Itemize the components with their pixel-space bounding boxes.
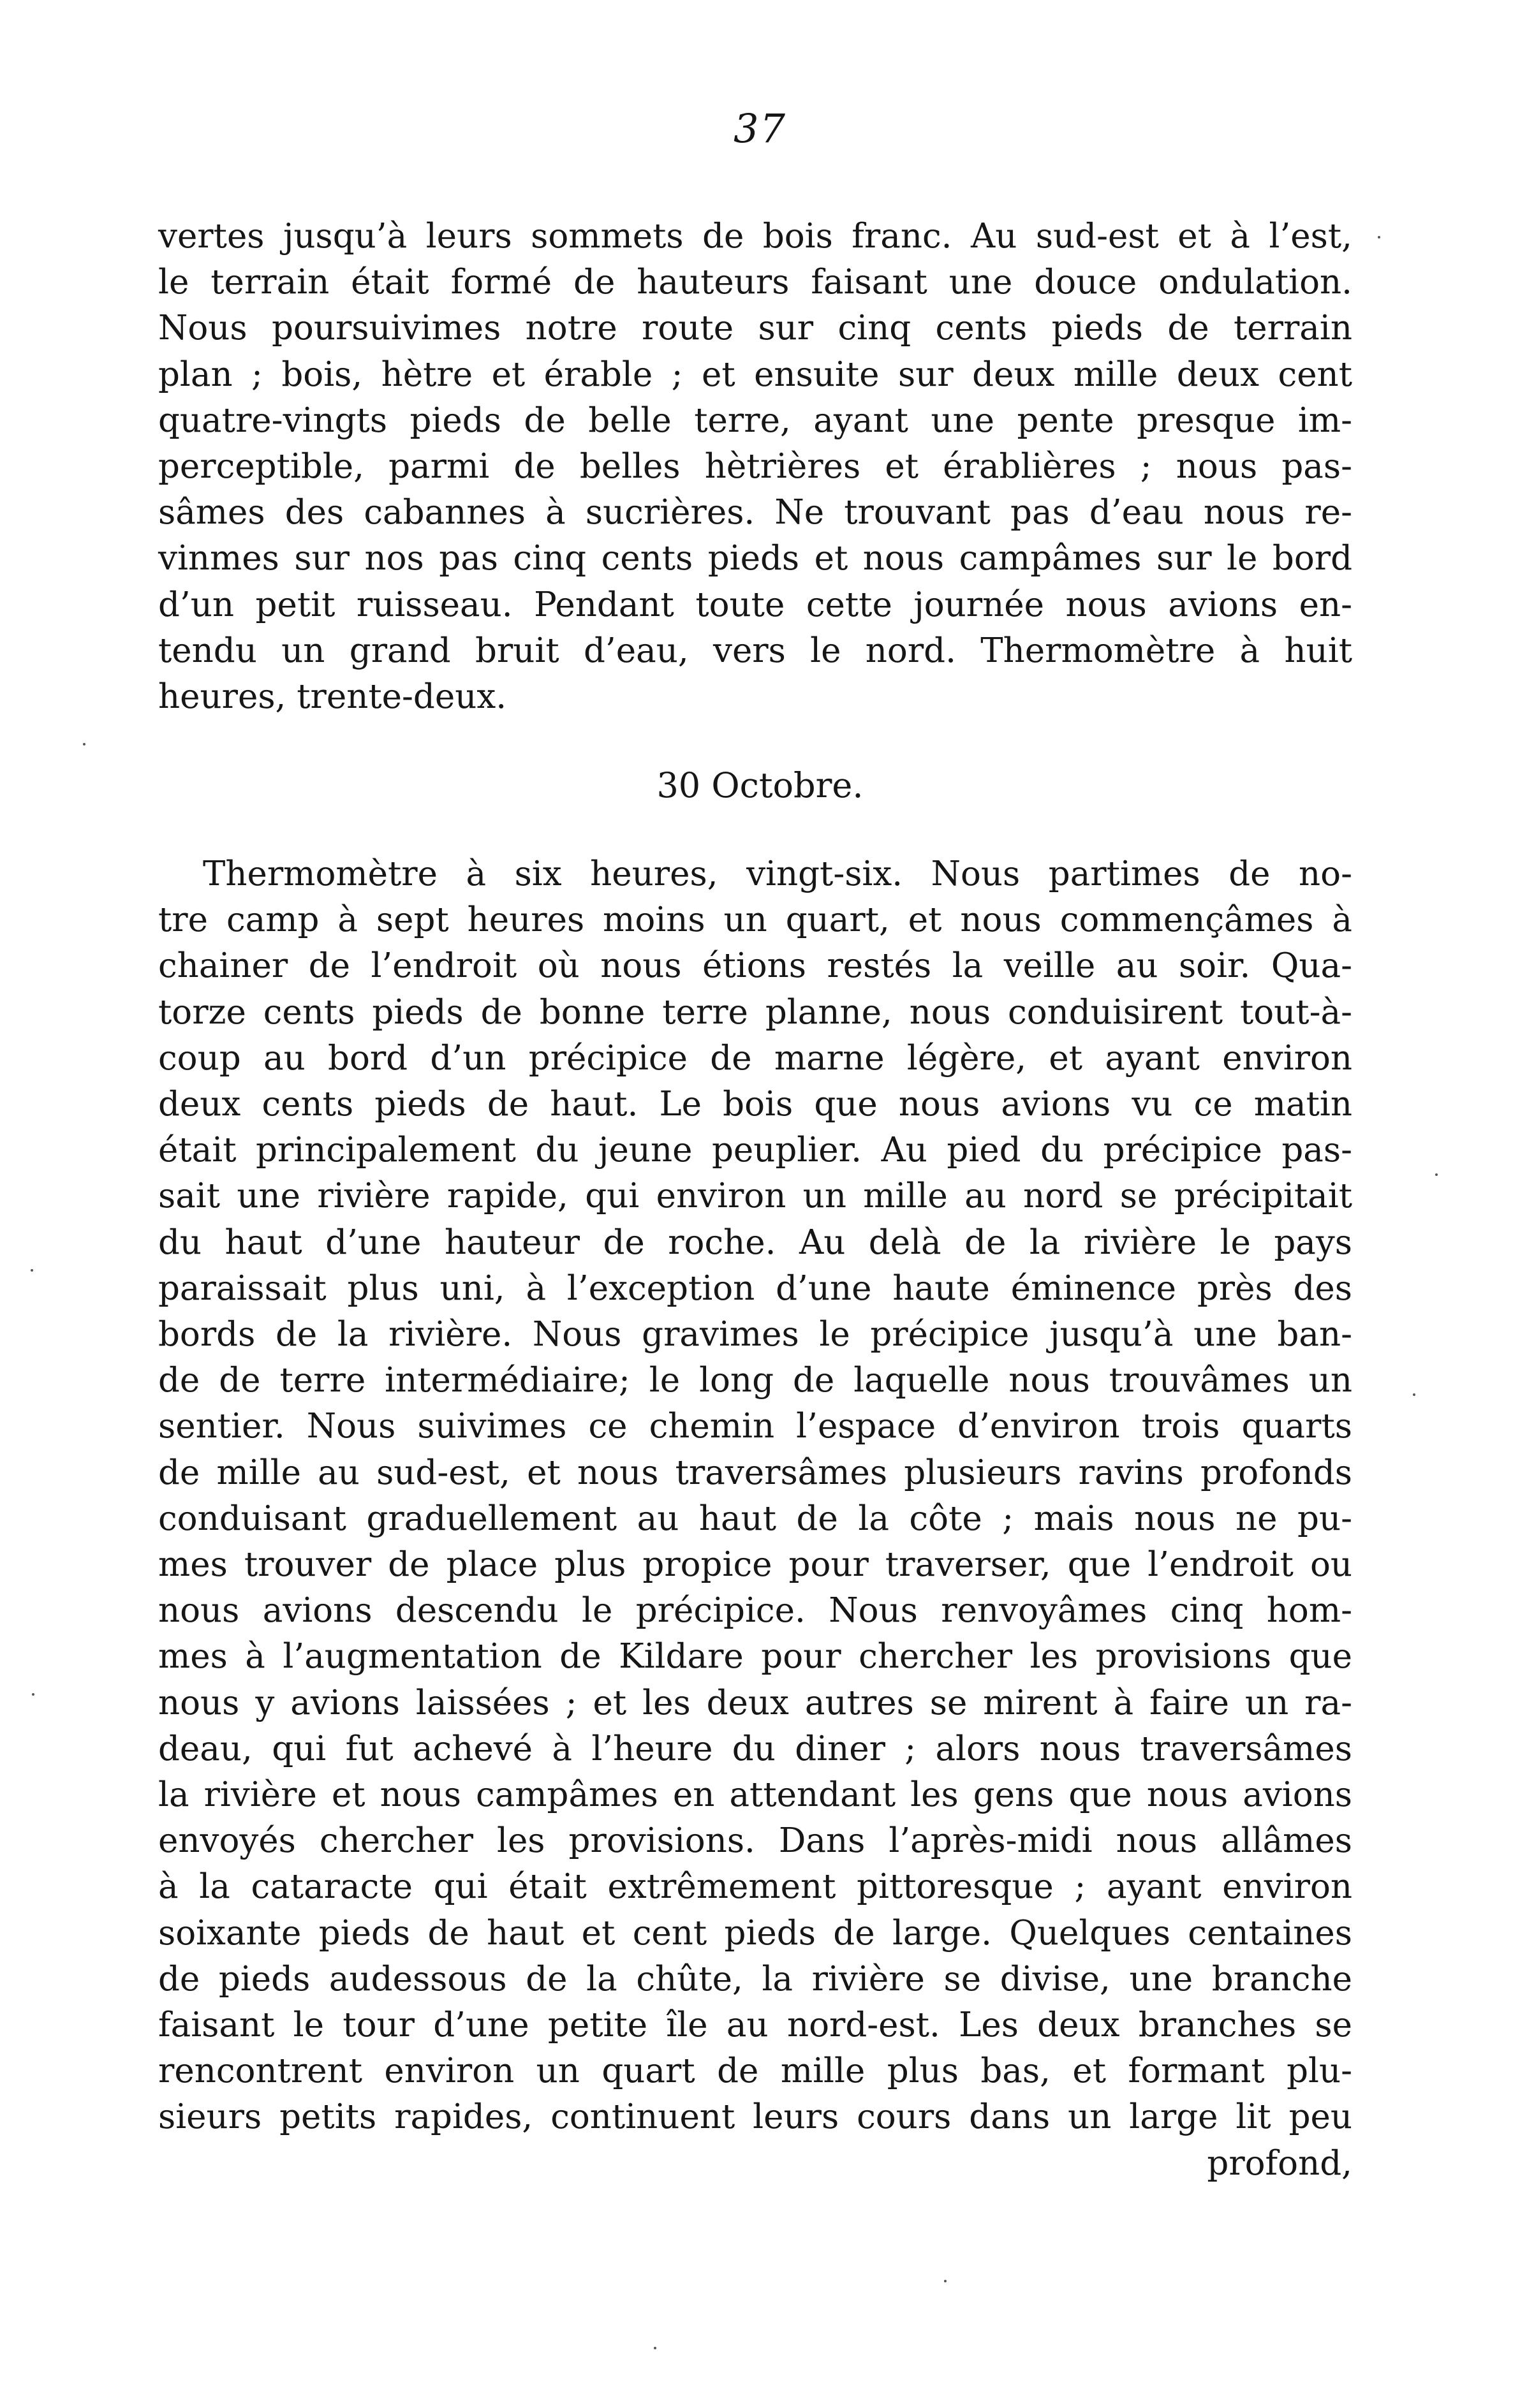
text-line: bords de la rivière. Nous gravimes le précipice jusqu’à une ban- <box>158 1315 1352 1354</box>
text-line: plan ; bois, hètre et érable ; et ensuite sur deux mille deux cent <box>158 355 1352 394</box>
text-line: de mille au sud-est, et nous traversâmes plusieurs ravins profonds <box>158 1453 1352 1492</box>
text-line: soixante pieds de haut et cent pieds de large. Quelques centaines <box>158 1913 1352 1953</box>
text-line: nous avions descendu le précipice. Nous renvoyâmes cinq hom- <box>158 1591 1352 1631</box>
text-line: du haut d’une hauteur de roche. Au delà de la rivière le pays <box>158 1222 1352 1262</box>
scan-speck <box>1435 1173 1438 1176</box>
paragraph-1 <box>158 214 1352 720</box>
text-line: mes à l’augmentation de Kildare pour chercher les provisions que <box>158 1637 1352 1677</box>
text-line: la rivière et nous campâmes en attendant les gens que nous avions <box>158 1775 1352 1815</box>
text-line: sâmes des cabannes à sucrières. Ne trouvant pas d’eau nous re- <box>158 493 1352 532</box>
scan-speck <box>1413 1393 1415 1396</box>
text-line: faisant le tour d’une petite île au nord-est. Les deux branches se <box>158 2006 1352 2045</box>
text-line: tre camp à sept heures moins un quart, et nous commençâmes à <box>158 900 1352 940</box>
text-line: à la cataracte qui était extrêmement pittoresque ; ayant environ <box>158 1867 1352 1907</box>
text-line: perceptible, parmi de belles hètrières et érablières ; nous pas- <box>158 447 1352 487</box>
text-line: tendu un grand bruit d’eau, vers le nord. Thermomètre à huit <box>158 631 1352 670</box>
scan-speck <box>32 1693 34 1696</box>
scan-speck <box>654 2347 656 2349</box>
text-line: conduisant graduellement au haut de la côte ; mais nous ne pu- <box>158 1499 1352 1538</box>
text-line: deau, qui fut achevé à l’heure du diner ; alors nous traversâmes <box>158 1729 1352 1768</box>
paragraph-2 <box>158 851 1352 2187</box>
text-line: envoyés chercher les provisions. Dans l’après-midi nous allâmes <box>158 1821 1352 1861</box>
text-line: vinmes sur nos pas cinq cents pieds et nous campâmes sur le bord <box>158 539 1352 578</box>
text-line: nous y avions laissées ; et les deux autres se mirent à faire un ra- <box>158 1683 1352 1722</box>
text-line: sait une rivière rapide, qui environ un mille au nord se précipitait <box>158 1177 1352 1216</box>
text-line: sieurs petits rapides, continuent leurs cours dans un large lit peu <box>158 2097 1352 2137</box>
text-line: était principalement du jeune peuplier. Au pied du précipice pas- <box>158 1131 1352 1170</box>
text-line: sentier. Nous suivimes ce chemin l’espace d’environ trois quarts <box>158 1407 1352 1446</box>
text-line: le terrain était formé de hauteurs faisant une douce ondulation. <box>158 263 1352 302</box>
text-line: chainer de l’endroit où nous étions restés la veille au soir. Qua- <box>158 946 1352 986</box>
text-line: de pieds audessous de la chûte, la rivière se divise, une branche <box>158 1959 1352 1999</box>
scan-speck <box>83 743 85 745</box>
page-number: 37 <box>734 105 786 152</box>
scan-speck <box>944 2280 947 2282</box>
scan-speck <box>31 1269 33 1272</box>
text-line: torze cents pieds de bonne terre planne, nous conduisirent tout-à- <box>158 992 1352 1032</box>
text-line: Nous poursuivimes notre route sur cinq cents pieds de terrain <box>158 309 1352 348</box>
text-line: mes trouver de place plus propice pour traverser, que l’endroit ou <box>158 1545 1352 1585</box>
section-heading: 30 Octobre. <box>656 765 864 805</box>
text-line: Thermomètre à six heures, vingt-six. Nous partimes de no- <box>203 855 1352 893</box>
catchword: profond, <box>1207 2143 1352 2183</box>
text-line: heures, trente-deux. <box>158 677 507 717</box>
text-line: deux cents pieds de haut. Le bois que nous avions vu ce matin <box>158 1085 1352 1124</box>
scan-speck <box>1378 236 1380 239</box>
text-line: d’un petit ruisseau. Pendant toute cette journée nous avions en- <box>158 585 1352 624</box>
text-line: quatre-vingts pieds de belle terre, ayant une pente presque im- <box>158 400 1352 440</box>
text-line: rencontrent environ un quart de mille plus bas, et formant plu- <box>158 2052 1352 2091</box>
text-line: vertes jusqu’à leurs sommets de bois franc. Au sud-est et à l’est, <box>158 217 1352 256</box>
text-line: coup au bord d’un précipice de marne légère, et ayant environ <box>158 1038 1352 1078</box>
text-line: de de terre intermédiaire; le long de laquelle nous trouvâmes un <box>158 1361 1352 1400</box>
text-line: paraissait plus uni, à l’exception d’une haute éminence près des <box>158 1268 1352 1308</box>
